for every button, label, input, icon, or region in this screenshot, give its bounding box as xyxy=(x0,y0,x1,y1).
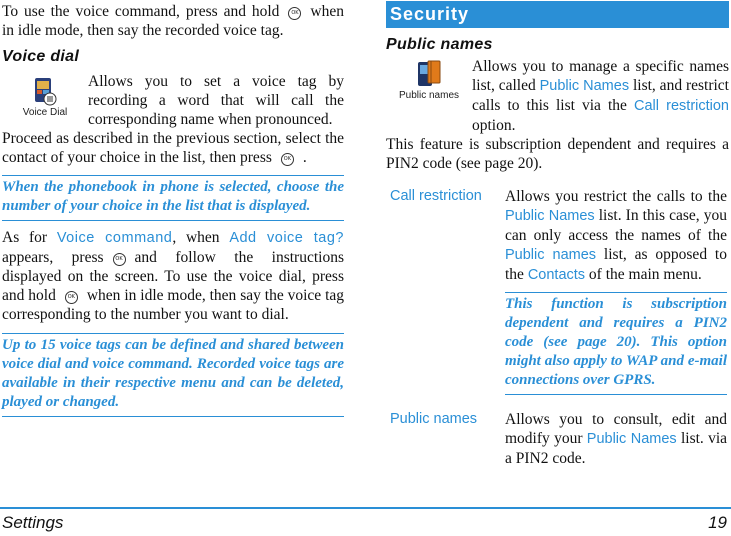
add-voice-tag-link: Add voice tag? xyxy=(229,230,344,246)
table-row xyxy=(386,395,729,468)
public-names-options-table xyxy=(386,187,729,468)
voice-dial-icon-box xyxy=(2,72,88,118)
public-names-link: Public Names xyxy=(505,208,595,224)
security-section-bar: Security xyxy=(386,1,729,28)
right-column xyxy=(386,0,729,468)
call-restriction-link: Call restriction xyxy=(633,98,729,114)
public-names-icon xyxy=(414,59,444,89)
subscription-note: This function is subscription dependent and requires a PIN2 code (see page 20). This option might also apply to WAP and e-mail connections over GPRS. xyxy=(505,292,727,395)
subscription-text: This feature is subscription dependent and requires a PIN2 code (see page 20). xyxy=(386,136,729,172)
footer-divider xyxy=(0,507,731,509)
ok-key-icon: OK xyxy=(113,253,126,266)
phonebook-note: When the phonebook in phone is selected, choose the number of your choice in the list that is displayed. xyxy=(2,175,344,221)
voice-tags-note: Up to 15 voice tags can be defined and shared between voice dial and voice command. Recorded voice tags are available in their respective menu and can be deleted, played or changed. xyxy=(2,333,344,417)
voice-command-link: Voice command xyxy=(56,230,173,246)
public-names-description: Allows you to manage a specific names list, called Public Names list, and restrict calls to this list via the Call restriction option. xyxy=(472,58,729,134)
page-number: 19 xyxy=(708,513,727,532)
public-names-link: Public names xyxy=(505,247,597,263)
ok-key-icon: OK xyxy=(288,7,301,20)
contacts-link: Contacts xyxy=(527,267,586,283)
voice-dial-icon xyxy=(32,76,58,106)
public-names-block xyxy=(386,57,729,135)
voice-dial-instructions: As for Voice command, when Add voice tag? appears, press OK and follow the instructions displayed on the screen. To use the voice dial, press and hold OK when in idle mode, then say the voice tag corresponding to the number you want to dial. xyxy=(2,229,345,323)
ok-key-icon: OK xyxy=(65,291,78,304)
public-names-icon-caption: Public names xyxy=(398,90,460,101)
proceed-instructions: Proceed as described in the previous section, select the contact of your choice in the list, then press OK . xyxy=(2,130,344,166)
call-restriction-term: Call restriction xyxy=(390,188,482,204)
footer-section-name: Settings xyxy=(2,513,64,532)
public-names-term: Public names xyxy=(390,411,478,427)
table-row xyxy=(386,187,729,395)
voice-dial-block xyxy=(2,72,344,129)
public-names-link: Public Names xyxy=(586,431,677,447)
voice-dial-description: Allows you to set a voice tag by recording a word that will call the corresponding name when pronounced. xyxy=(88,73,344,128)
public-names-link: Public Names xyxy=(539,78,630,94)
call-restriction-definition: Allows you restrict the calls to the Public Names list. In this case, you can only access the names of the Public names list, as opposed to the Contacts of the main menu. xyxy=(505,188,728,283)
public-names-icon-box xyxy=(386,57,472,101)
public-names-definition: Allows you to consult, edit and modify your Public Names list. via a PIN2 code. xyxy=(505,411,728,467)
voice-dial-icon-caption: Voice Dial xyxy=(22,107,68,118)
voice-command-intro: To use the voice command, press and hold OK when in idle mode, then say the recorded voice tag. xyxy=(2,3,344,39)
ok-key-icon: OK xyxy=(281,153,294,166)
voice-dial-heading: Voice dial xyxy=(2,48,80,65)
left-column xyxy=(2,0,344,417)
public-names-heading: Public names xyxy=(386,36,493,53)
